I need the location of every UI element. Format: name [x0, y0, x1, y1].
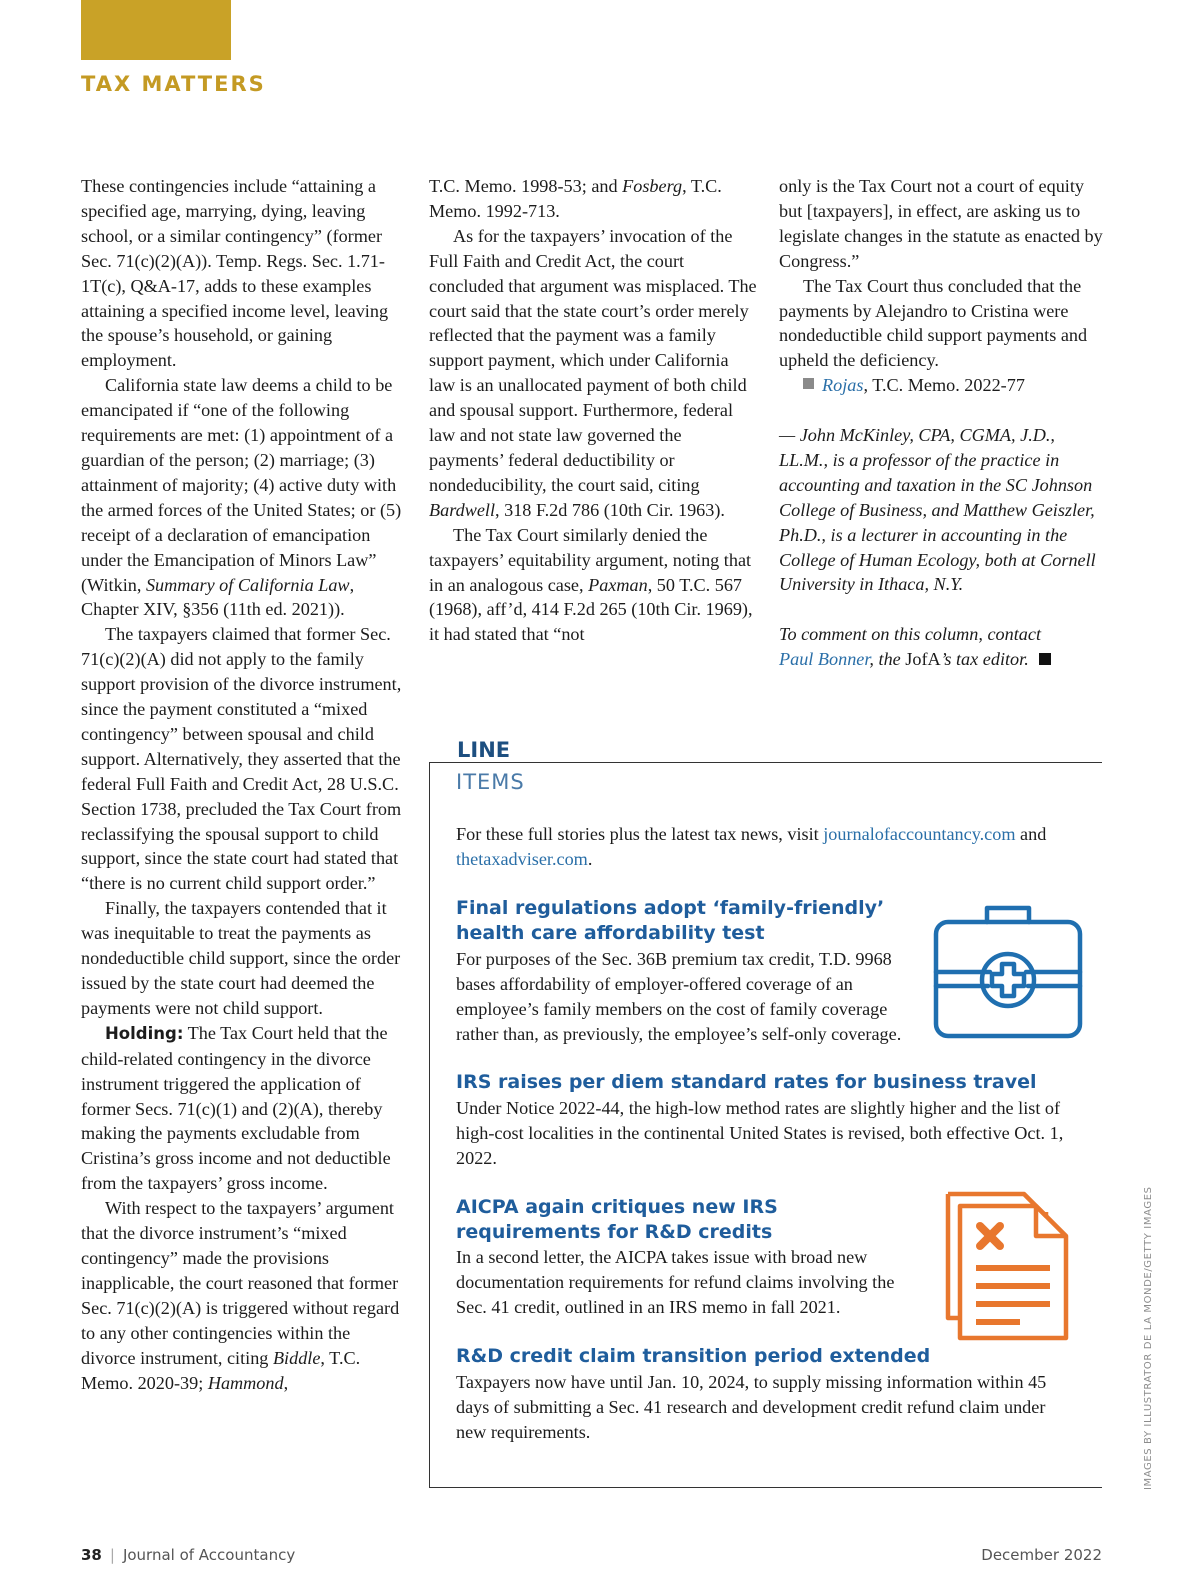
item-heading[interactable]: R&D credit claim transition period extended [456, 1345, 931, 1367]
issue-date: December 2022 [981, 1546, 1102, 1564]
item-heading[interactable]: IRS raises per diem standard rates for business travel [456, 1071, 1037, 1093]
case-link[interactable]: Rojas [822, 375, 864, 396]
paragraph: The Tax Court similarly denied the taxpayers’ equitability argument, noting that in an analogous case, Paxman, 50 T.C. 567 (1968), aff’d, 414 F.2d 265 (10th Cir. 1969), it had stated that “not [429, 524, 753, 645]
author-bio: — John McKinley, CPA, CGMA, J.D., LL.M., is a professor of the practice in accounting and taxation in the SC Johnson College of Business, and Matthew Geiszler, Ph.D., is a lecturer in accounting in the College of Human Ecology, both at Cornell University in Ithaca, N.Y. [779, 425, 1096, 595]
holding-paragraph: Holding: The Tax Court held that the child-related contingency in the divorce instrument triggered the application of former Secs. 71(c)(1) and (2)(A), thereby making the payments excludable from Cristina’s gross income and not deductible from the taxpayers’ gross income. [81, 1022, 391, 1194]
line-items-title: LINE [457, 738, 511, 762]
journal-link[interactable]: journalofaccountancy.com [823, 824, 1016, 844]
editor-link[interactable]: Paul Bonner [779, 649, 870, 670]
paragraph: With respect to the taxpayers’ argument that the divorce instrument’s “mixed contingency” made the provisions inapplicable, the court reasoned that former Sec. 71(c)(2)(A) is triggered without regard to any other contingencies within the divorce instrument, citing Biddle, T.C. Memo. 2020-39; Hammond, [81, 1198, 400, 1393]
paragraph: The taxpayers claimed that former Sec. 71(c)(2)(A) did not apply to the family support provision of the divorce instrument, since the payment constituted a “mixed contingency” between spousal and child support. Alternatively, they asserted that the federal Full Faith and Credit Act, 28 U.S.C. Section 1738, precluded the Tax Court from reclassifying the spousal support to child support, since the state court had stated that “there is no current child support order.” [81, 624, 402, 894]
page-number: 38 [81, 1546, 102, 1564]
paragraph: These contingencies include “attaining a specified age, marrying, dying, leaving school, or a similar contingency” (former Sec. 71(c)(2)(A)). Temp. Regs. Sec. 1.71-1T(c), Q&A-17, adds to these examples attaining a specified income level, leaving the spouse’s household, or gaining employment. [81, 176, 389, 371]
comment-line: To comment on this column, contact Paul Bonner, the JofA’s tax editor. [779, 622, 1105, 672]
bullet-square-icon [803, 378, 814, 389]
item-body: In a second letter, the AICPA takes issue with broad new documentation requirements for refund claims involving the Sec. 41 credit, outlined in an IRS memo in fall 2021. [456, 1247, 895, 1317]
image-credit: IMAGES BY ILLUSTRATOR DE LA MONDE/GETTY IMAGES [1143, 1186, 1154, 1490]
section-label: TAX MATTERS [81, 72, 266, 96]
rejected-document-icon [940, 1188, 1072, 1344]
paragraph: Finally, the taxpayers contended that it was inequitable to treat the payments as nondeductible child support, since the order issued by the state court had deemed the payments were not child support. [81, 898, 401, 1018]
paragraph: California state law deems a child to be emancipated if “one of the following requirements are met: (1) appointment of a guardian of the person; (2) marriage; (3) attainment of majority; (4) active duty with the armed forces of the United States; or (5) receipt of a declaration of emancipation under the Emancipation of Minors Law” (Witkin, Summary of California Law, Chapter XIV, §356 (11th ed. 2021)). [81, 375, 402, 620]
end-mark-icon [1039, 653, 1051, 665]
header-gold-bar [81, 0, 231, 60]
holding-label: Holding: [105, 1023, 184, 1043]
paragraph: As for the taxpayers’ invocation of the Full Faith and Credit Act, the court concluded that argument was misplaced. The court said that the state court’s order merely reflected that the payment was a family support payment, which under California law is an unallocated payment of both child and spousal support. Furthermore, federal law and not state law governed the payments’ federal deductibility or nondeducibility, the court said, citing Bardwell, 318 F.2d 786 (10th Cir. 1963). [429, 225, 757, 520]
item-body: Under Notice 2022-44, the high-low method rates are slightly higher and the list of high-cost localities in the continental United States is revised, both effective Oct. 1, 2022. [456, 1098, 1064, 1168]
taxadviser-link[interactable]: thetaxadviser.com [456, 848, 588, 869]
line-items-intro: For these full stories plus the latest tax news, visit journalofaccountancy.com and thetaxadviser.com. [456, 824, 1047, 869]
footer-left: 38 | Journal of Accountancy [81, 1546, 296, 1564]
paragraph: T.C. Memo. 1998-53; and Fosberg, T.C. Memo. 1992-713. [429, 176, 722, 221]
case-citation: Rojas, T.C. Memo. 2022-77 [779, 373, 1105, 398]
line-items-subtitle: ITEMS [456, 770, 525, 794]
item-body: For purposes of the Sec. 36B premium tax credit, T.D. 9968 bases affordability of employer-offered coverage of an employee’s family members on the cost of family coverage rather than, as previously, the employee’s self-only coverage. [456, 949, 902, 1044]
item-body: Taxpayers now have until Jan. 10, 2024, to supply missing information within 45 days of submitting a Sec. 41 research and development credit refund claim under new requirements. [456, 1372, 1047, 1442]
item-heading[interactable]: AICPA again critiques new IRS requirements for R&D credits [456, 1196, 778, 1243]
article-column-2 [429, 174, 759, 647]
article-column-1 [81, 174, 407, 1395]
paragraph: only is the Tax Court not a court of equity but [taxpayers], in effect, are asking us to legislate changes in the statute as enacted by Congress.” [779, 176, 1103, 271]
first-aid-kit-icon [930, 900, 1086, 1044]
journal-name: Journal of Accountancy [122, 1546, 296, 1564]
article-column-3 [779, 174, 1105, 672]
item-heading[interactable]: Final regulations adopt ‘family-friendly’ health care affordability test [456, 897, 885, 944]
paragraph: The Tax Court thus concluded that the payments by Alejandro to Cristina were nondeductible child support payments and upheld the deficiency. [779, 275, 1088, 371]
